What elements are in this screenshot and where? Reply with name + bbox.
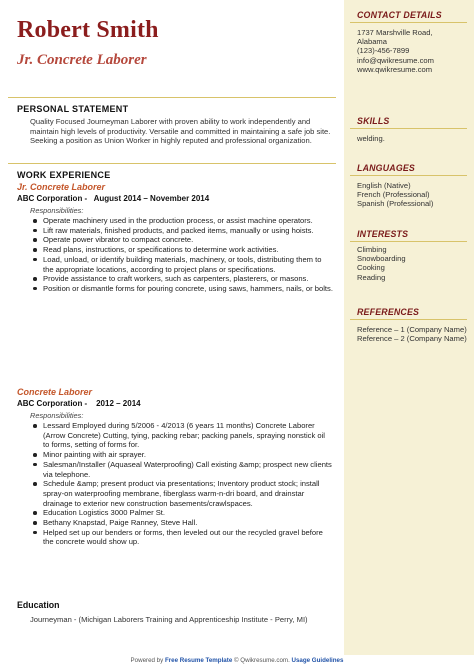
- interests-list: [357, 245, 467, 282]
- job-bullets: [33, 421, 333, 547]
- contact-details: [357, 28, 467, 74]
- company-name: ABC Corporation -: [17, 194, 88, 203]
- references-list: [357, 325, 467, 343]
- candidate-name: Robert Smith: [17, 17, 159, 43]
- interest-item: Reading: [357, 272, 386, 282]
- references-heading: REFERENCES: [357, 307, 420, 317]
- list-item: Position or dismantle forms for pouring concrete, using saws, hammers, nails, or bolts.: [33, 284, 333, 294]
- languages-heading: LANGUAGES: [357, 163, 416, 173]
- responsibilities-label: Responsibilities:: [30, 411, 84, 420]
- skill-item: welding.: [357, 134, 385, 143]
- contact-website[interactable]: www.qwikresume.com: [357, 64, 433, 74]
- language-item: French (Professional): [357, 190, 430, 200]
- divider: [8, 97, 336, 98]
- footer-prefix: Powered by: [130, 657, 164, 664]
- divider: [8, 163, 336, 164]
- list-item: Lessard Employed during 5/2006 - 4/2013 (6 years 11 months) Concrete Laborer (Arrow Concrete) Cutting, tying, packing rebar; packing panels, spraying nonstick oil to forms, setting of forms for.: [33, 421, 333, 450]
- sidebar-divider: [350, 319, 467, 320]
- free-resume-template-link[interactable]: Free Resume Template: [164, 657, 233, 664]
- list-item: Salesman/Installer (Aquaseal Waterproofing) Call existing &amp; prospect new clients via telephone.: [33, 460, 333, 479]
- personal-statement-heading: PERSONAL STATEMENT: [17, 104, 129, 114]
- skills-list: [357, 134, 467, 143]
- interests-heading: INTERESTS: [357, 229, 409, 239]
- interest-item: Snowboarding: [357, 254, 406, 264]
- interest-item: Climbing: [357, 245, 387, 254]
- company-name: ABC Corporation -: [17, 399, 88, 408]
- list-item: Schedule &amp; present product via presentations; Inventory product stock; install spray-on waterproofing membrane, fiberglass warm-n-dri board, and drainstar drainage to exterior new construction basements/crawlspaces.: [33, 479, 333, 508]
- responsibilities-label: Responsibilities:: [30, 206, 84, 215]
- education-text: Journeyman - (Michigan Laborers Training and Apprenticeship Institute - Perry, MI): [30, 615, 308, 624]
- personal-statement-text: Quality Focused Journeyman Laborer with proven ability to work independently and maintain high levels of productivity. Versatile and committed in maintaining a safe job site. Seeking a position as Union Worker in highly reputed and professional organization.: [30, 117, 331, 146]
- job-bullets: [33, 216, 333, 294]
- sidebar-divider: [350, 175, 467, 176]
- job-title: Concrete Laborer: [17, 387, 93, 397]
- job-title: Jr. Concrete Laborer: [17, 182, 106, 192]
- list-item: Minor painting with air sprayer.: [33, 450, 333, 460]
- job-dates: 2012 – 2014: [96, 399, 141, 408]
- footer: [0, 657, 474, 664]
- contact-email[interactable]: info@qwikresume.com: [357, 55, 434, 65]
- list-item: Bethany Knapstad, Paige Ranney, Steve Hall.: [33, 518, 333, 528]
- reference-item: Reference – 2 (Company Name): [357, 334, 467, 344]
- interest-item: Cooking: [357, 263, 385, 273]
- list-item: Provide assistance to craft workers, such as carpenters, plasterers, or masons.: [33, 274, 333, 284]
- education-heading: Education: [17, 600, 60, 610]
- sidebar-divider: [350, 22, 467, 23]
- sidebar-divider: [350, 128, 467, 129]
- list-item: Read plans, instructions, or specifications to determine work activities.: [33, 245, 333, 255]
- list-item: Operate machinery used in the production process, or assist machine operators.: [33, 216, 333, 226]
- usage-guidelines-link[interactable]: Usage Guidelines: [291, 657, 344, 664]
- list-item: Lift raw materials, finished products, and packed items, manually or using hoists.: [33, 226, 333, 236]
- reference-item: Reference – 1 (Company Name): [357, 325, 467, 334]
- list-item: Load, unload, or identify building materials, machinery, or tools, distributing them to the appropriate locations, according to project plans or specifications.: [33, 255, 333, 274]
- candidate-title: Jr. Concrete Laborer: [17, 52, 147, 68]
- job-company: [17, 194, 209, 203]
- language-item: English (Native): [357, 181, 411, 190]
- list-item: Helped set up our benders or forms, then leveled out our the recycled gravel before the concrete would show up.: [33, 528, 333, 547]
- contact-address-line2: Alabama: [357, 37, 387, 47]
- list-item: Operate power vibrator to compact concrete.: [33, 235, 333, 245]
- job-dates: August 2014 – November 2014: [93, 194, 210, 203]
- languages-list: [357, 181, 467, 209]
- contact-phone: (123)-456-7899: [357, 46, 410, 56]
- contact-heading: CONTACT DETAILS: [357, 10, 442, 20]
- skills-heading: SKILLS: [357, 116, 390, 126]
- list-item: Education Logistics 3000 Palmer St.: [33, 508, 333, 518]
- sidebar-divider: [350, 241, 467, 242]
- language-item: Spanish (Professional): [357, 199, 434, 209]
- contact-address-line1: 1737 Marshville Road,: [357, 28, 433, 37]
- job-company: [17, 399, 141, 408]
- work-experience-heading: WORK EXPERIENCE: [17, 170, 111, 180]
- footer-copyright: © Qwikresume.com.: [234, 657, 292, 664]
